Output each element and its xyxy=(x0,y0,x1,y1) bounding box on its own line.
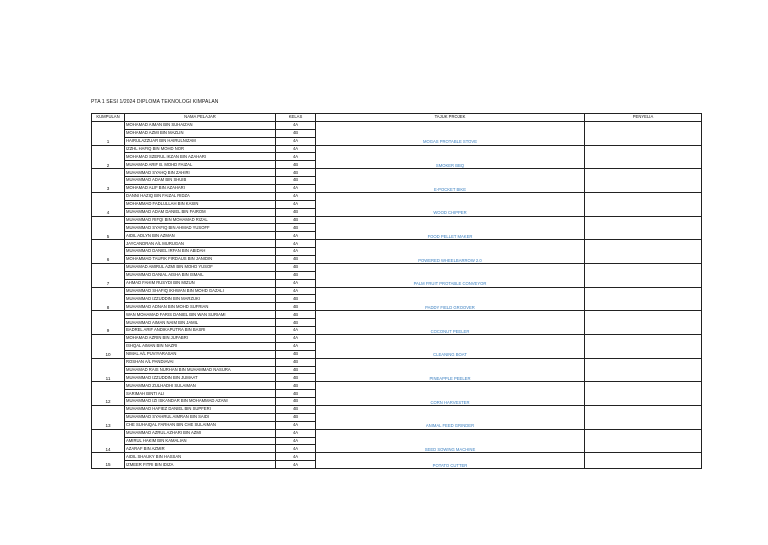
student-name: MUHAMMAD IZZUDDIN BIN JUMAAT xyxy=(125,374,276,382)
student-name: MUHAMMAD IZZUDDIN BIN MARZUKI xyxy=(125,295,276,303)
header-nama-pelajar: NAMA PELAJAR xyxy=(125,114,276,122)
project-title: SMOKER BBQ xyxy=(316,145,585,169)
student-class: 4B xyxy=(276,295,316,303)
student-name: AZARAF BIN AZMIR xyxy=(125,445,276,453)
student-class: 4B xyxy=(276,169,316,177)
student-name: MUHAMMAD SYAHRUL AIMRAN BIN SAIDI xyxy=(125,413,276,421)
supervisor-cell xyxy=(585,358,702,382)
project-title: POWERED WHEELBARROW 2.0 xyxy=(316,240,585,264)
supervisor-cell xyxy=(585,311,702,335)
student-class: 4A xyxy=(276,342,316,350)
student-class: 4B xyxy=(276,390,316,398)
group-number: 6 xyxy=(92,240,125,264)
student-name: MOHAMMAD FADLULLAH BIN KASIN xyxy=(125,200,276,208)
table-row xyxy=(92,240,702,248)
student-name: ROSHAN A/L PANDIAVAI xyxy=(125,358,276,366)
group-number: 5 xyxy=(92,216,125,240)
supervisor-cell xyxy=(585,263,702,287)
student-name: DANNI HAZIQ BIN FAIZAL RIDZA xyxy=(125,192,276,200)
group-number: 4 xyxy=(92,192,125,216)
document-title: PTA 1 SESI 1/2024 DIPLOMA TEKNOLOGI KIMPALAN xyxy=(91,99,219,105)
student-name: IZMEER FITRI BIN IDIZA xyxy=(125,461,276,469)
student-class: 4B xyxy=(276,413,316,421)
table-row xyxy=(92,121,702,129)
student-class: 4B xyxy=(276,405,316,413)
student-name: MUHAMMAD SYAHQ BIN ZAHIRI xyxy=(125,169,276,177)
table-row xyxy=(92,169,702,177)
student-class: 4A xyxy=(276,121,316,129)
table-row xyxy=(92,145,702,153)
student-name: MOHAMAD SZERUL IKZAN BIN AZAHARI xyxy=(125,153,276,161)
student-class: 4A xyxy=(276,145,316,153)
student-class: 4A xyxy=(276,153,316,161)
supervisor-cell xyxy=(585,192,702,216)
student-name: MUHAMMAD ADAM DANIEL BIN FAIROM xyxy=(125,208,276,216)
group-number: 14 xyxy=(92,429,125,453)
student-name: MUHAMMAD ZULHADHI SULAIMAN xyxy=(125,382,276,390)
group-number: 13 xyxy=(92,405,125,429)
project-title: PINEAPPLE PEELER xyxy=(316,358,585,382)
header-kumpulan: KUMPULAN xyxy=(92,114,125,122)
student-class: 4B xyxy=(276,177,316,185)
project-title: POTATO CUTTER xyxy=(316,453,585,469)
table-row xyxy=(92,311,702,319)
student-name: MUHAMMAD AIMAN NAIM BIN JAMIL xyxy=(125,319,276,327)
student-name: AIDIL ADLYN BIN AZMAN xyxy=(125,232,276,240)
student-class: 4B xyxy=(276,224,316,232)
student-project-table xyxy=(91,113,702,469)
group-number: 12 xyxy=(92,382,125,406)
student-class: 4A xyxy=(276,240,316,248)
project-title: SEED SOWING MACHINE xyxy=(316,429,585,453)
supervisor-cell xyxy=(585,429,702,453)
student-class: 4B xyxy=(276,350,316,358)
student-name: WAN MOHAMAD FARIS DANIEL BIN WAN SURIAMI xyxy=(125,311,276,319)
student-class: 4B xyxy=(276,311,316,319)
student-name: AIDIL SHAUKY BIN HASSAN xyxy=(125,453,276,461)
student-class: 4A xyxy=(276,248,316,256)
student-class: 4A xyxy=(276,137,316,145)
student-class: 4A xyxy=(276,287,316,295)
student-name: AHMAD FAHIM RUSYDI BIN MIZUN xyxy=(125,279,276,287)
student-name: MUHAMMAD DANIEL IRFAN BIN ABIDAH xyxy=(125,248,276,256)
student-class: 4B xyxy=(276,129,316,137)
student-name: MUHAMAD AMIRUL AZMI BIN MOHD YUSOF xyxy=(125,263,276,271)
supervisor-cell xyxy=(585,216,702,240)
supervisor-cell xyxy=(585,121,702,145)
student-name: MUHAMMAD RIFQI BIN MOHAMAD RIZAL xyxy=(125,216,276,224)
table-row xyxy=(92,453,702,461)
student-class: 4B xyxy=(276,366,316,374)
supervisor-cell xyxy=(585,405,702,429)
student-class: 4B xyxy=(276,398,316,406)
student-class: 4B xyxy=(276,161,316,169)
student-class: 4B xyxy=(276,208,316,216)
group-number: 9 xyxy=(92,311,125,335)
project-title: CORN HARVESTER xyxy=(316,382,585,406)
student-name: MUHAMAD RAIS NURHAN BIN MUHAMMAD NASURA xyxy=(125,366,276,374)
student-class: 4A xyxy=(276,445,316,453)
student-class: 4B xyxy=(276,256,316,264)
student-name: MUHAMMAD HAFIEZ DANIEL BIN SUPFERI xyxy=(125,405,276,413)
student-class: 4A xyxy=(276,200,316,208)
student-name: SARIMAH BINTI ALI xyxy=(125,390,276,398)
group-number: 1 xyxy=(92,121,125,145)
header-kelas: KELAS xyxy=(276,114,316,122)
group-number: 10 xyxy=(92,334,125,358)
group-number: 8 xyxy=(92,287,125,311)
table-row xyxy=(92,263,702,271)
student-class: 4A xyxy=(276,279,316,287)
student-class: 4A xyxy=(276,185,316,193)
student-name: BADREL ARIF ANDIKAPUTRA BIN BASRI xyxy=(125,327,276,335)
header-penyelia: PENYELIA xyxy=(585,114,702,122)
student-name: MUHAMMAD SYAFIQ BIN AHMAD YUSOFF xyxy=(125,224,276,232)
table-row xyxy=(92,382,702,390)
student-class: 4B xyxy=(276,271,316,279)
student-name: MUHAMMAD DANIAL AISHA BIN ISMAIL xyxy=(125,271,276,279)
project-title: ANIMAL FEED GRINDER xyxy=(316,405,585,429)
project-title: WOOD CHIPPER xyxy=(316,192,585,216)
student-class: 4A xyxy=(276,429,316,437)
supervisor-cell xyxy=(585,334,702,358)
table-row xyxy=(92,358,702,366)
supervisor-cell xyxy=(585,169,702,193)
group-number: 7 xyxy=(92,263,125,287)
project-title: MOGAS PROTABLE STOVE xyxy=(316,121,585,145)
student-name: MOHAMMAD TAUFIK FIRDAUS BIN JANIDIN xyxy=(125,256,276,264)
student-name: CHE SUHAIQAL FARHAN BIN CHE SULAIMAN xyxy=(125,421,276,429)
student-name: MUHAMAD ARIF B. MOHD FAIZAL xyxy=(125,161,276,169)
group-number: 2 xyxy=(92,145,125,169)
student-class: 4B xyxy=(276,263,316,271)
supervisor-cell xyxy=(585,145,702,169)
student-name: MUHAMMAD SHAFIQ IKHWAN BIN MOHD GAZALI xyxy=(125,287,276,295)
project-title: PADDY FIELD GROOVER xyxy=(316,287,585,311)
student-class: 4A xyxy=(276,192,316,200)
group-number: 11 xyxy=(92,358,125,382)
student-class: 4A xyxy=(276,461,316,469)
group-number: 15 xyxy=(92,453,125,469)
project-title: E-POCKET BIKE xyxy=(316,169,585,193)
student-class: 4B xyxy=(276,303,316,311)
student-name: ISHQAL AIMAN BIN NAZRI xyxy=(125,342,276,350)
student-class: 4A xyxy=(276,421,316,429)
student-name: NIMAL A/L PUVIYARASAN xyxy=(125,350,276,358)
student-name: MUHAMMAD AZRUL AZHARI BIN AZMI xyxy=(125,429,276,437)
student-class: 4A xyxy=(276,437,316,445)
student-name: MOHAMAD AZMI BIN MAZLIN xyxy=(125,129,276,137)
student-name: MOHAMAD ALIF BIN AZAHARI xyxy=(125,185,276,193)
table-row xyxy=(92,405,702,413)
student-name: MOHAMAD AIMAN BIN SUHAIZAN xyxy=(125,121,276,129)
student-name: MUHAMMAD ADAM BIN SHUIB xyxy=(125,177,276,185)
table-row xyxy=(92,216,702,224)
group-number: 3 xyxy=(92,169,125,193)
student-class: 4B xyxy=(276,216,316,224)
student-name: MOHAMAD AZRIN BIN JUFABRI xyxy=(125,334,276,342)
student-class: 4B xyxy=(276,358,316,366)
student-name: JAYCANDRAN A/L MURUGAN xyxy=(125,240,276,248)
header-tajuk-projek: TAJUK PROJEK xyxy=(316,114,585,122)
student-name: MUHAMMAD IZI ISKANDAR BIN MOHAMMAD AZANI xyxy=(125,398,276,406)
table-row xyxy=(92,334,702,342)
table-header-row xyxy=(92,114,702,122)
project-title: PALM FRUIT PROTABLE CONVEYOR xyxy=(316,263,585,287)
student-name: IZZHL HAFIQ BIN MOHD NOR xyxy=(125,145,276,153)
student-class: 4A xyxy=(276,232,316,240)
project-title: CLEANING BOAT xyxy=(316,334,585,358)
table-body xyxy=(92,121,702,468)
student-class: 4B xyxy=(276,374,316,382)
student-class: 4A xyxy=(276,453,316,461)
student-class: 4A xyxy=(276,327,316,335)
project-title: COCONUT PEELER xyxy=(316,311,585,335)
supervisor-cell xyxy=(585,287,702,311)
supervisor-cell xyxy=(585,240,702,264)
table-row xyxy=(92,192,702,200)
student-class: 4B xyxy=(276,382,316,390)
student-name: HAIRULAZZUAR BIN HAIRULNIZAM xyxy=(125,137,276,145)
supervisor-cell xyxy=(585,453,702,469)
student-class: 4B xyxy=(276,319,316,327)
student-class: 4A xyxy=(276,334,316,342)
student-name: AMIRUL HAKIM BIN KAMALIAN xyxy=(125,437,276,445)
project-title: FOOD PELLET MAKER xyxy=(316,216,585,240)
supervisor-cell xyxy=(585,382,702,406)
student-name: MUHAMMAD ADNAN BIN MOHD SUFRIAN xyxy=(125,303,276,311)
table-row xyxy=(92,287,702,295)
table-row xyxy=(92,429,702,437)
